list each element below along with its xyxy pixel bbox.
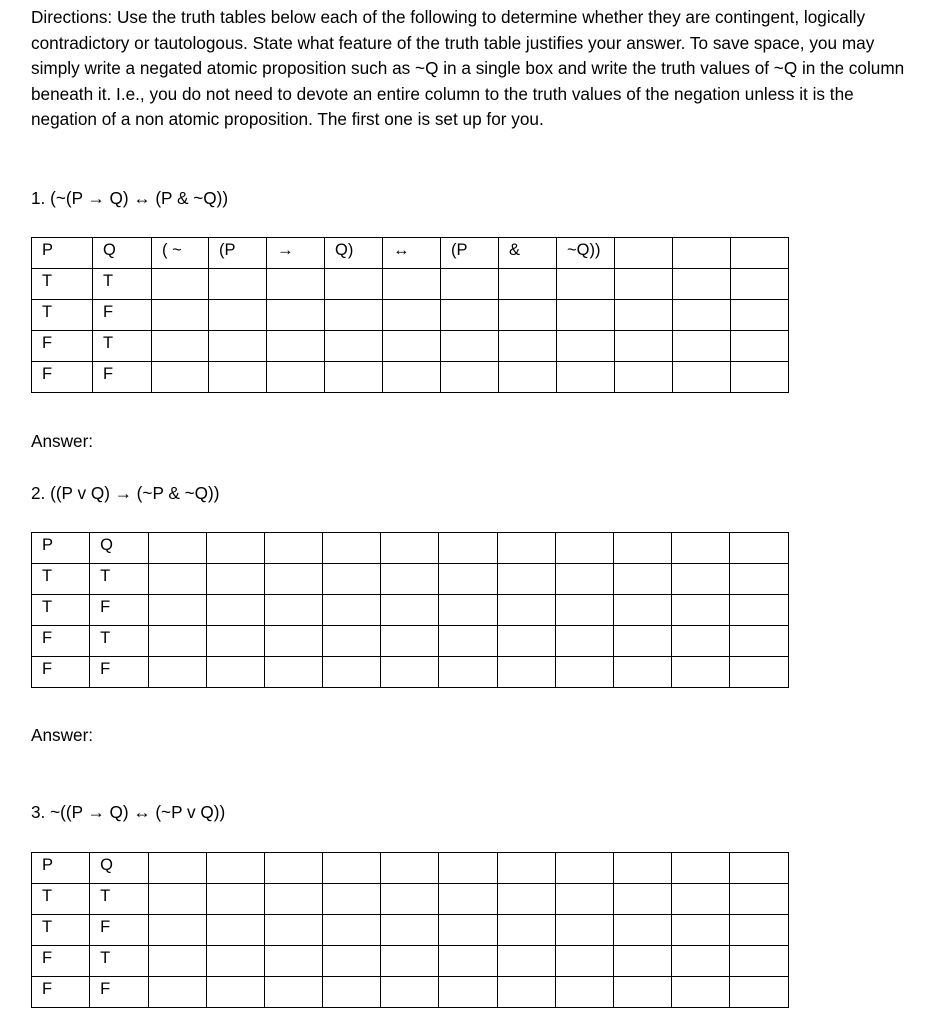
empty-cell[interactable] — [555, 657, 613, 688]
empty-cell[interactable] — [613, 884, 671, 915]
empty-cell[interactable] — [441, 362, 499, 393]
empty-cell[interactable] — [671, 626, 729, 657]
empty-cell[interactable] — [439, 977, 497, 1008]
table-row — [32, 331, 789, 362]
truth-value-cell: T — [32, 564, 90, 595]
truth-table-2-body — [32, 533, 789, 688]
empty-cell[interactable] — [673, 238, 731, 269]
empty-cell[interactable] — [383, 362, 441, 393]
truth-value-cell: T — [93, 331, 152, 362]
empty-cell[interactable] — [325, 362, 383, 393]
empty-cell[interactable] — [323, 626, 381, 657]
empty-cell[interactable] — [671, 977, 729, 1008]
truth-value-cell: T — [32, 595, 90, 626]
truth-value-cell: F — [90, 657, 149, 688]
empty-cell[interactable] — [555, 946, 613, 977]
empty-cell[interactable] — [323, 915, 381, 946]
empty-cell[interactable] — [149, 533, 207, 564]
empty-cell[interactable] — [555, 915, 613, 946]
header-cell: P — [32, 238, 93, 269]
empty-cell[interactable] — [731, 238, 789, 269]
empty-cell[interactable] — [729, 946, 788, 977]
empty-cell[interactable] — [615, 331, 673, 362]
empty-cell[interactable] — [557, 362, 615, 393]
empty-cell[interactable] — [613, 915, 671, 946]
empty-cell[interactable] — [149, 595, 207, 626]
empty-cell[interactable] — [497, 884, 555, 915]
empty-cell[interactable] — [497, 977, 555, 1008]
header-cell: Q — [90, 853, 149, 884]
empty-cell[interactable] — [497, 853, 555, 884]
empty-cell[interactable] — [555, 977, 613, 1008]
empty-cell[interactable] — [323, 533, 381, 564]
empty-cell[interactable] — [265, 853, 323, 884]
empty-cell[interactable] — [729, 657, 788, 688]
empty-cell[interactable] — [613, 657, 671, 688]
problem-3-label: 3. ~((P → Q) ↔ (~P v Q)) — [31, 802, 226, 822]
empty-cell[interactable] — [207, 977, 265, 1008]
truth-value-cell: T — [32, 269, 93, 300]
table-row — [32, 362, 789, 393]
empty-cell[interactable] — [325, 331, 383, 362]
empty-cell[interactable] — [323, 946, 381, 977]
empty-cell[interactable] — [265, 626, 323, 657]
truth-value-cell: F — [32, 331, 93, 362]
empty-cell[interactable] — [555, 853, 613, 884]
truth-value-cell: T — [32, 300, 93, 331]
table-row — [32, 626, 789, 657]
header-cell: ( ~ — [152, 238, 209, 269]
problem-1-label: 1. (~(P → Q) ↔ (P & ~Q)) — [31, 188, 229, 208]
truth-value-cell: F — [32, 362, 93, 393]
table-row — [32, 657, 789, 688]
empty-cell[interactable] — [381, 626, 439, 657]
empty-cell[interactable] — [265, 946, 323, 977]
header-cell: Q) — [325, 238, 383, 269]
problem-2-label: 2. ((P v Q) → (~P & ~Q)) — [31, 483, 220, 503]
truth-value-cell: T — [32, 884, 90, 915]
empty-cell[interactable] — [671, 595, 729, 626]
empty-cell[interactable] — [673, 331, 731, 362]
empty-cell[interactable] — [152, 300, 209, 331]
table-header-row — [32, 853, 789, 884]
table-row — [32, 915, 789, 946]
empty-cell[interactable] — [383, 300, 441, 331]
empty-cell[interactable] — [671, 657, 729, 688]
truth-table-3 — [31, 852, 789, 1008]
empty-cell[interactable] — [381, 657, 439, 688]
empty-cell[interactable] — [149, 915, 207, 946]
empty-cell[interactable] — [731, 362, 789, 393]
empty-cell[interactable] — [441, 331, 499, 362]
empty-cell[interactable] — [265, 533, 323, 564]
empty-cell[interactable] — [152, 269, 209, 300]
empty-cell[interactable] — [555, 564, 613, 595]
empty-cell[interactable] — [209, 362, 267, 393]
header-cell: ↔ — [383, 238, 441, 269]
empty-cell[interactable] — [615, 269, 673, 300]
empty-cell[interactable] — [671, 533, 729, 564]
empty-cell[interactable] — [673, 269, 731, 300]
table-row — [32, 946, 789, 977]
answer-1-label: Answer: — [31, 431, 94, 451]
empty-cell[interactable] — [497, 946, 555, 977]
empty-cell[interactable] — [323, 657, 381, 688]
empty-cell[interactable] — [439, 595, 497, 626]
empty-cell[interactable] — [555, 533, 613, 564]
header-cell: ~Q)) — [557, 238, 615, 269]
truth-value-cell: F — [32, 977, 90, 1008]
empty-cell[interactable] — [673, 300, 731, 331]
empty-cell[interactable] — [267, 269, 325, 300]
empty-cell[interactable] — [555, 884, 613, 915]
empty-cell[interactable] — [381, 564, 439, 595]
empty-cell[interactable] — [499, 331, 557, 362]
answer-2-label: Answer: — [31, 725, 94, 745]
truth-table-1 — [31, 237, 789, 393]
empty-cell[interactable] — [613, 533, 671, 564]
truth-value-cell: T — [90, 884, 149, 915]
empty-cell[interactable] — [381, 946, 439, 977]
truth-value-cell: F — [93, 362, 152, 393]
empty-cell[interactable] — [265, 915, 323, 946]
empty-cell[interactable] — [381, 915, 439, 946]
empty-cell[interactable] — [207, 657, 265, 688]
empty-cell[interactable] — [381, 595, 439, 626]
empty-cell[interactable] — [323, 853, 381, 884]
truth-value-cell: T — [90, 946, 149, 977]
empty-cell[interactable] — [265, 977, 323, 1008]
empty-cell[interactable] — [207, 884, 265, 915]
empty-cell[interactable] — [265, 657, 323, 688]
empty-cell[interactable] — [555, 626, 613, 657]
empty-cell[interactable] — [439, 915, 497, 946]
empty-cell[interactable] — [441, 269, 499, 300]
empty-cell[interactable] — [325, 269, 383, 300]
empty-cell[interactable] — [207, 626, 265, 657]
truth-value-cell: F — [32, 626, 90, 657]
truth-value-cell: F — [90, 595, 149, 626]
table-header-row — [32, 533, 789, 564]
empty-cell[interactable] — [729, 915, 788, 946]
empty-cell[interactable] — [613, 595, 671, 626]
empty-cell[interactable] — [731, 331, 789, 362]
empty-cell[interactable] — [615, 238, 673, 269]
empty-cell[interactable] — [497, 564, 555, 595]
table-row — [32, 977, 789, 1008]
header-cell: Q — [93, 238, 152, 269]
empty-cell[interactable] — [673, 362, 731, 393]
table-row — [32, 595, 789, 626]
empty-cell[interactable] — [731, 300, 789, 331]
truth-table-2 — [31, 532, 789, 688]
empty-cell[interactable] — [207, 946, 265, 977]
table-row — [32, 564, 789, 595]
empty-cell[interactable] — [499, 269, 557, 300]
empty-cell[interactable] — [149, 884, 207, 915]
truth-value-cell: F — [90, 915, 149, 946]
header-cell: (P — [441, 238, 499, 269]
truth-value-cell: F — [93, 300, 152, 331]
empty-cell[interactable] — [497, 533, 555, 564]
empty-cell[interactable] — [209, 300, 267, 331]
header-cell: (P — [209, 238, 267, 269]
empty-cell[interactable] — [557, 331, 615, 362]
empty-cell[interactable] — [729, 564, 788, 595]
header-cell: → — [267, 238, 325, 269]
empty-cell[interactable] — [613, 853, 671, 884]
header-cell: Q — [90, 533, 149, 564]
empty-cell[interactable] — [207, 533, 265, 564]
empty-cell[interactable] — [383, 269, 441, 300]
empty-cell[interactable] — [152, 331, 209, 362]
empty-cell[interactable] — [729, 533, 788, 564]
empty-cell[interactable] — [207, 564, 265, 595]
empty-cell[interactable] — [499, 300, 557, 331]
table-row — [32, 300, 789, 331]
empty-cell[interactable] — [149, 977, 207, 1008]
empty-cell[interactable] — [265, 884, 323, 915]
empty-cell[interactable] — [207, 915, 265, 946]
empty-cell[interactable] — [497, 626, 555, 657]
empty-cell[interactable] — [439, 853, 497, 884]
empty-cell[interactable] — [557, 300, 615, 331]
truth-value-cell: F — [32, 657, 90, 688]
empty-cell[interactable] — [209, 269, 267, 300]
truth-value-cell: F — [90, 977, 149, 1008]
empty-cell[interactable] — [497, 915, 555, 946]
empty-cell[interactable] — [499, 362, 557, 393]
empty-cell[interactable] — [613, 564, 671, 595]
empty-cell[interactable] — [152, 362, 209, 393]
empty-cell[interactable] — [265, 564, 323, 595]
empty-cell[interactable] — [267, 331, 325, 362]
empty-cell[interactable] — [381, 853, 439, 884]
empty-cell[interactable] — [729, 977, 788, 1008]
table-header-row — [32, 238, 789, 269]
empty-cell[interactable] — [381, 977, 439, 1008]
empty-cell[interactable] — [323, 564, 381, 595]
empty-cell[interactable] — [613, 946, 671, 977]
truth-value-cell: T — [32, 915, 90, 946]
empty-cell[interactable] — [439, 657, 497, 688]
empty-cell[interactable] — [383, 331, 441, 362]
empty-cell[interactable] — [381, 884, 439, 915]
empty-cell[interactable] — [325, 300, 383, 331]
truth-value-cell: T — [93, 269, 152, 300]
empty-cell[interactable] — [149, 626, 207, 657]
directions-text: Directions: Use the truth tables below each of the following to determine whether they are contingent, logically contradictory or tautologous. State what feature of the truth table justifies your answer. To save space, you may simply write a negated atomic proposition such as ~Q in a single box and write the truth values of ~Q in the column beneath it. I.e., you do not need to devote an entire column to the truth values of the negation unless it is the negation of a non atomic proposition. The first one is set up for you. — [31, 7, 905, 130]
empty-cell[interactable] — [265, 595, 323, 626]
empty-cell[interactable] — [729, 884, 788, 915]
empty-cell[interactable] — [439, 626, 497, 657]
empty-cell[interactable] — [267, 300, 325, 331]
empty-cell[interactable] — [209, 331, 267, 362]
empty-cell[interactable] — [439, 533, 497, 564]
table-row — [32, 269, 789, 300]
empty-cell[interactable] — [729, 595, 788, 626]
truth-value-cell: T — [90, 564, 149, 595]
truth-value-cell: F — [32, 946, 90, 977]
empty-cell[interactable] — [439, 946, 497, 977]
empty-cell[interactable] — [729, 626, 788, 657]
empty-cell[interactable] — [497, 657, 555, 688]
empty-cell[interactable] — [207, 595, 265, 626]
empty-cell[interactable] — [671, 915, 729, 946]
empty-cell[interactable] — [323, 884, 381, 915]
empty-cell[interactable] — [557, 269, 615, 300]
empty-cell[interactable] — [439, 564, 497, 595]
header-cell: & — [499, 238, 557, 269]
empty-cell[interactable] — [731, 269, 789, 300]
table-row — [32, 884, 789, 915]
empty-cell[interactable] — [267, 362, 325, 393]
empty-cell[interactable] — [207, 853, 265, 884]
header-cell: P — [32, 853, 90, 884]
empty-cell[interactable] — [149, 657, 207, 688]
truth-table-3-body — [32, 853, 789, 1008]
truth-value-cell: T — [90, 626, 149, 657]
empty-cell[interactable] — [149, 853, 207, 884]
empty-cell[interactable] — [441, 300, 499, 331]
empty-cell[interactable] — [615, 362, 673, 393]
empty-cell[interactable] — [671, 946, 729, 977]
empty-cell[interactable] — [671, 884, 729, 915]
empty-cell[interactable] — [497, 595, 555, 626]
empty-cell[interactable] — [613, 626, 671, 657]
empty-cell[interactable] — [671, 564, 729, 595]
empty-cell[interactable] — [555, 595, 613, 626]
empty-cell[interactable] — [439, 884, 497, 915]
empty-cell[interactable] — [615, 300, 673, 331]
empty-cell[interactable] — [323, 595, 381, 626]
empty-cell[interactable] — [149, 946, 207, 977]
empty-cell[interactable] — [671, 853, 729, 884]
empty-cell[interactable] — [613, 977, 671, 1008]
empty-cell[interactable] — [381, 533, 439, 564]
truth-table-1-body — [32, 238, 789, 393]
empty-cell[interactable] — [729, 853, 788, 884]
header-cell: P — [32, 533, 90, 564]
empty-cell[interactable] — [149, 564, 207, 595]
empty-cell[interactable] — [323, 977, 381, 1008]
